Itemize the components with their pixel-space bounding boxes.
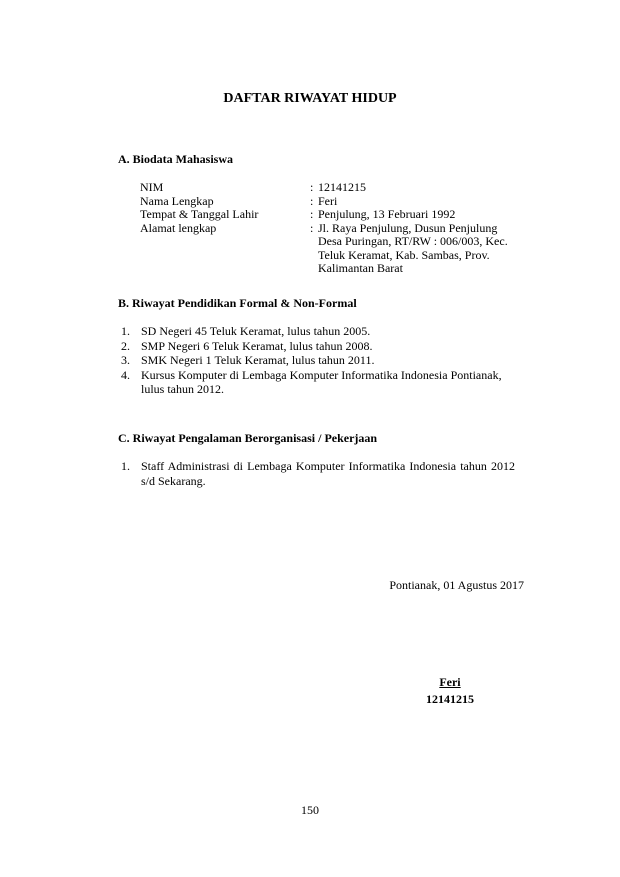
biodata-colon: : (310, 207, 314, 221)
page-number: 150 (301, 803, 319, 817)
list-text: Staff Administrasi di Lembaga Komputer Informatika Indonesia tahun 2012 s/d Sekarang. (141, 459, 515, 488)
biodata-label: Tempat & Tanggal Lahir (140, 207, 259, 221)
list-item (121, 459, 515, 488)
education-list (121, 324, 521, 397)
list-number: 4. (121, 367, 130, 382)
list-number: 3. (121, 353, 130, 367)
biodata-label: Alamat lengkap (140, 220, 217, 235)
biodata-colon: : (310, 220, 314, 235)
biodata-colon: : (310, 180, 314, 194)
section-a-heading: A. Biodata Mahasiswa (118, 152, 234, 166)
biodata-value: Feri (318, 193, 338, 208)
biodata-row-nim (140, 181, 540, 195)
biodata-label: NIM (140, 180, 164, 194)
list-number: 1. (121, 324, 130, 338)
work-list (121, 459, 515, 488)
biodata-row-name (140, 195, 540, 209)
list-item (121, 353, 521, 368)
list-item (121, 324, 521, 339)
biodata-colon: : (310, 193, 314, 208)
list-item (121, 339, 521, 354)
list-number: 1. (121, 459, 130, 473)
section-c-heading: C. Riwayat Pengalaman Berorganisasi / Pekerjaan (118, 431, 378, 445)
place-date: Pontianak, 01 Agustus 2017 (389, 578, 524, 592)
biodata-value: 12141215 (318, 180, 366, 194)
section-b-heading: B. Riwayat Pendidikan Formal & Non-Formal (118, 296, 357, 310)
page-title: DAFTAR RIWAYAT HIDUP (223, 91, 397, 106)
signatory-nim: 12141215 (426, 692, 474, 706)
list-text: SMK Negeri 1 Teluk Keramat, lulus tahun 2011. (141, 353, 375, 367)
list-text: SMP Negeri 6 Teluk Keramat, lulus tahun 2008. (141, 338, 373, 353)
list-number: 2. (121, 338, 130, 353)
biodata-row-birth (140, 208, 540, 222)
signatory-name: Feri (439, 675, 461, 689)
biodata-value: Jl. Raya Penjulung, Dusun Penjulung Desa Puringan, RT/RW : 006/003, Kec. Teluk Keramat, Kab. Sambas, Prov. Kalimantan Barat (318, 220, 508, 275)
biodata-value: Penjulung, 13 Februari 1992 (318, 207, 456, 221)
list-item (121, 368, 521, 397)
list-text: Kursus Komputer di Lembaga Komputer Informatika Indonesia Pontianak, lulus tahun 2012. (141, 367, 502, 396)
biodata-row-address (140, 222, 540, 276)
list-text: SD Negeri 45 Teluk Keramat, lulus tahun 2005. (141, 324, 371, 338)
biodata-table (140, 181, 540, 276)
biodata-label: Nama Lengkap (140, 193, 214, 208)
